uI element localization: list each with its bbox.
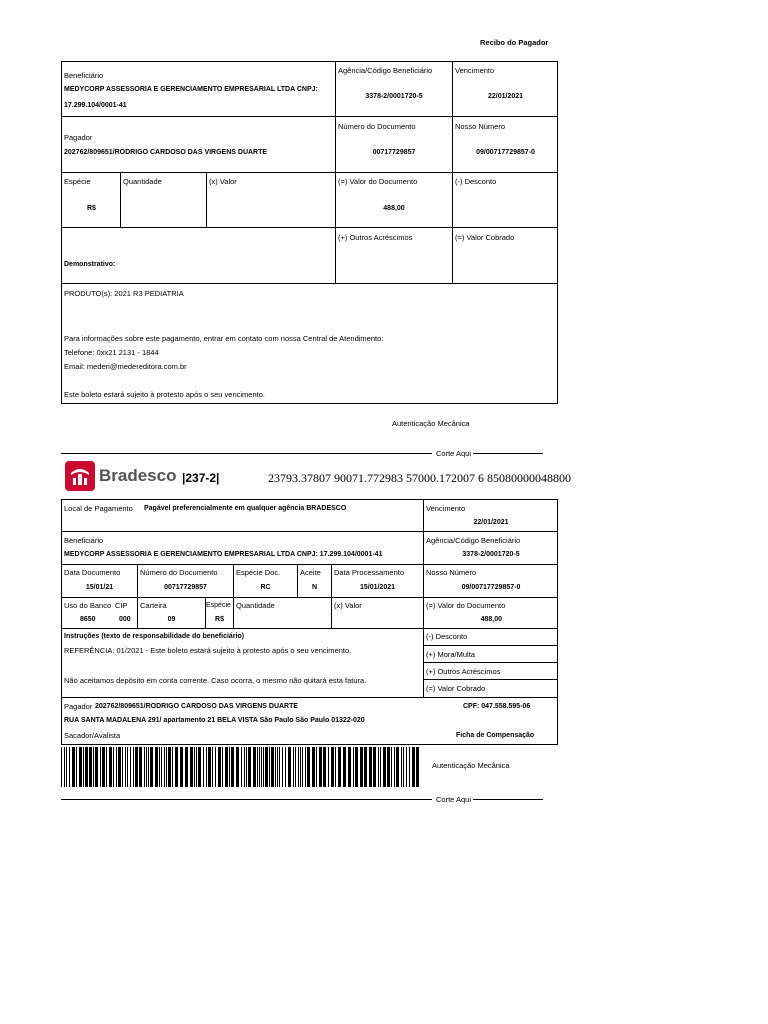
- barcode-bar: [277, 747, 278, 787]
- barcode-bar: [409, 747, 410, 787]
- barcode-bar: [222, 747, 223, 787]
- barcode-bar: [85, 747, 88, 787]
- barcode-bar: [319, 747, 322, 787]
- slip-valor-label: (x) Valor: [334, 601, 362, 610]
- slip-local-value: Pagável preferencialmente em qualquer agência BRADESCO: [144, 505, 347, 512]
- barcode-bar: [394, 747, 395, 787]
- receipt-vencimento-value: 22/01/2021: [487, 93, 524, 100]
- barcode-bar: [328, 747, 329, 787]
- barcode-bar: [236, 747, 239, 787]
- barcode-bar: [168, 747, 171, 787]
- barcode-bar: [95, 747, 98, 787]
- barcode-bar: [69, 747, 70, 787]
- barcode-bar: [225, 747, 228, 787]
- slip-valordoc-label: (=) Valor do Documento: [426, 601, 506, 610]
- barcode-bar: [206, 747, 207, 787]
- barcode-bar: [161, 747, 162, 787]
- slip-dataproc-value: 15/01/2021: [359, 584, 396, 591]
- cut-line-bottom: [61, 799, 432, 800]
- barcode-bar: [401, 747, 402, 787]
- slip-vencimento-label: Vencimento: [426, 504, 466, 513]
- barcode-bar: [175, 747, 178, 787]
- barcode-bar: [380, 747, 381, 787]
- barcode-bar: [146, 747, 147, 787]
- barcode-bar: [307, 747, 310, 787]
- barcode-bar: [133, 747, 134, 787]
- barcode-bar: [312, 747, 315, 787]
- receipt-agencia-value: 3378-2/0001720-5: [365, 93, 423, 100]
- barcode-bar: [208, 747, 211, 787]
- barcode-bar: [259, 747, 260, 787]
- receipt-nossonum-label: Nosso Número: [455, 122, 506, 131]
- slip-aceite-value: N: [311, 584, 318, 591]
- receipt-pagador-label: Pagador: [64, 133, 93, 142]
- slip-cip-value: 000: [119, 616, 131, 623]
- barcode-bar: [166, 747, 167, 787]
- receipt-beneficiario-line1: MEDYCORP ASSESSORIA E GERENCIAMENTO EMPRESARIAL LTDA CNPJ:: [64, 86, 318, 93]
- barcode-bar: [364, 747, 367, 787]
- slip-acrescimos-label: (+) Outros Acréscimos: [426, 667, 501, 676]
- barcode-bar: [72, 747, 75, 787]
- barcode-bar: [302, 747, 303, 787]
- barcode-bar: [118, 747, 121, 787]
- barcode-bar: [387, 747, 390, 787]
- bank-code: |237-2|: [182, 471, 220, 485]
- barcode-bar: [253, 747, 256, 787]
- slip-mora-label: (+) Mora/Multa: [426, 650, 475, 659]
- slip-especie-label: Espécie: [206, 602, 231, 609]
- barcode-bar: [263, 747, 264, 787]
- barcode-bar: [305, 747, 306, 787]
- slip-agencia-value: 3378-2/0001720-5: [462, 551, 520, 558]
- barcode-bar: [229, 747, 230, 787]
- barcode-bar: [127, 747, 128, 787]
- slip-dataproc-label: Data Processamento: [334, 568, 405, 577]
- barcode-bar: [271, 747, 274, 787]
- slip-instr1: REFERÊNCIA: 01/2021 - Este boleto estará sujeito à protesto após o seu vencimento.: [64, 646, 352, 655]
- barcode-bar: [116, 747, 117, 787]
- barcode-bar: [231, 747, 234, 787]
- barcode-bar: [215, 747, 216, 787]
- slip-aceite-label: Aceite: [300, 568, 321, 577]
- slip-pagador-value: 202762/809651/RODRIGO CARDOSO DAS VIRGENS DUARTE: [95, 703, 299, 710]
- slip-endereco: RUA SANTA MADALENA 291/ apartamento 21 BELA VISTA São Paulo São Paulo 01322-020: [64, 717, 365, 724]
- receipt-acrescimos-label: (+) Outros Acréscimos: [338, 233, 413, 242]
- barcode-bar: [348, 747, 351, 787]
- slip-carteira-value: 09: [167, 616, 176, 623]
- barcode-bar: [323, 747, 326, 787]
- bradesco-logo-icon: [65, 461, 95, 491]
- barcode-bar: [261, 747, 262, 787]
- barcode-bar: [196, 747, 197, 787]
- barcode-bar: [295, 747, 296, 787]
- barcode-bar: [102, 747, 105, 787]
- receipt-desconto-label: (-) Desconto: [455, 177, 497, 186]
- slip-especie-value: R$: [215, 616, 224, 623]
- barcode-bar: [76, 747, 77, 787]
- barcode-bar: [180, 747, 183, 787]
- barcode-bar: [64, 747, 65, 787]
- barcode-bar: [265, 747, 268, 787]
- barcode-bar: [300, 747, 301, 787]
- slip-datadoc-value: 15/01/21: [85, 584, 114, 591]
- slip-numdoc-value: 00717729857: [164, 584, 207, 591]
- barcode-bar: [144, 747, 145, 787]
- slip-carteira-label: Carteira: [140, 601, 167, 610]
- slip-quantidade-label: Quantidade: [236, 601, 275, 610]
- receipt-beneficiario-line2: 17.299.104/0001-41: [64, 102, 127, 109]
- slip-ficha: Ficha de Compensação: [456, 732, 535, 739]
- slip-instrucoes-label: Instruções (texto de responsabilidade do beneficiário): [64, 633, 245, 640]
- barcode-bar: [406, 747, 407, 787]
- barcode-bar: [122, 747, 123, 787]
- barcode-bar: [338, 747, 341, 787]
- slip-cobrado-label: (=) Valor Cobrado: [426, 684, 486, 693]
- receipt-quantidade-label: Quantidade: [123, 177, 162, 186]
- barcode-bar: [150, 747, 153, 787]
- receipt-numdoc-label: Número do Documento: [338, 122, 416, 131]
- barcode-bar: [412, 747, 415, 787]
- receipt-valordoc-value: 488,00: [383, 205, 405, 212]
- barcode-bar: [109, 747, 112, 787]
- slip-nossonum-label: Nosso Número: [426, 568, 477, 577]
- receipt-autenticacao: Autenticação Mecânica: [392, 419, 470, 428]
- barcode-bar: [360, 747, 363, 787]
- barcode-bar: [194, 747, 195, 787]
- barcode-bar: [203, 747, 204, 787]
- barcode-bar: [285, 747, 286, 787]
- barcode-bar: [164, 747, 165, 787]
- receipt-produto: PRODUTO(s): 2021 R3 PEDIATRIA: [64, 289, 184, 298]
- barcode-bar: [100, 747, 101, 787]
- barcode-bar: [185, 747, 188, 787]
- slip-beneficiario-label: Beneficiário: [64, 536, 104, 545]
- barcode-bar: [373, 747, 376, 787]
- barcode-bar: [66, 747, 67, 787]
- barcode-bar: [396, 747, 399, 787]
- barcode-bar: [403, 747, 404, 787]
- slip-local-label: Local de Pagamento: [64, 504, 133, 513]
- slip-pagador-label: Pagador: [64, 702, 93, 711]
- barcode-bar: [288, 747, 291, 787]
- barcode-bar: [79, 747, 82, 787]
- receipt-email: Email: mederi@medereditora.com.br: [64, 362, 187, 371]
- cut-label-bottom: Corte Aqui: [436, 795, 472, 804]
- slip-datadoc-label: Data Documento: [64, 568, 121, 577]
- receipt-info-text: Para informações sobre este pagamento, entrar em contato com nossa Central de Atendimento:: [64, 334, 384, 343]
- barcode-bar: [113, 747, 114, 787]
- barcode-bar: [155, 747, 158, 787]
- receipt-valor-label: (x) Valor: [209, 177, 237, 186]
- slip-especiedoc-label: Espécie Doc.: [236, 568, 281, 577]
- slip-usobanco-label: Uso do Banco: [64, 601, 112, 610]
- receipt-beneficiario-label: Beneficiário: [64, 71, 104, 80]
- barcode-bar: [279, 747, 280, 787]
- barcode-bar: [190, 747, 193, 787]
- linha-digitavel: 23793.37807 90071.772983 57000.172007 6 85080000048800: [268, 471, 571, 485]
- barcode-bar: [316, 747, 317, 787]
- receipt-valordoc-label: (=) Valor do Documento: [338, 177, 418, 186]
- slip-instr2: Não aceitamos depósito em conta corrente. Caso ocorra, o mesmo não quitará esta fatura.: [64, 676, 367, 685]
- barcode-bar: [369, 747, 372, 787]
- receipt-protesto: Este boleto estará sujeito à protesto após o seu vencimento.: [64, 390, 265, 399]
- barcode-bar: [83, 747, 84, 787]
- slip-valordoc-value: 488,00: [480, 616, 502, 623]
- cut-label: Corte Aqui: [436, 449, 472, 458]
- barcode-bar: [282, 747, 283, 787]
- barcode-bar: [61, 747, 62, 787]
- barcode-bar: [269, 747, 270, 787]
- barcode-bar: [241, 747, 242, 787]
- barcode-bar: [218, 747, 221, 787]
- slip-nossonum-value: 09/00717729857-0: [461, 584, 521, 591]
- barcode-bar: [139, 747, 142, 787]
- slip-cpf: CPF: 047.558.595-06: [463, 703, 531, 710]
- barcode-bar: [416, 747, 419, 787]
- barcode-bar: [298, 747, 299, 787]
- barcode-bar: [378, 747, 379, 787]
- slip-agencia-label: Agência/Código Beneficiário: [426, 536, 521, 545]
- barcode-bar: [257, 747, 258, 787]
- slip-sacador-label: Sacador/Avalista: [64, 731, 121, 740]
- receipt-cobrado-label: (=) Valor Cobrado: [455, 233, 515, 242]
- barcode-bar: [159, 747, 160, 787]
- barcode-bar: [343, 747, 346, 787]
- barcode-bar: [246, 747, 247, 787]
- cut-line: [61, 453, 432, 454]
- barcode-bar: [248, 747, 251, 787]
- slip-beneficiario-value: MEDYCORP ASSESSORIA E GERENCIAMENTO EMPRESARIAL LTDA CNPJ: 17.299.104/0001-41: [64, 551, 383, 558]
- slip-vencimento-value: 22/01/2021: [473, 519, 509, 526]
- barcode-bar: [391, 747, 392, 787]
- receipt-vencimento-label: Vencimento: [455, 66, 495, 75]
- barcode-bar: [125, 747, 126, 787]
- slip-desconto-label: (-) Desconto: [426, 632, 468, 641]
- bank-name: Bradesco: [99, 466, 177, 485]
- barcode-bar: [212, 747, 213, 787]
- slip-cip-label: CIP: [115, 601, 128, 610]
- receipt-especie-label: Espécie: [64, 177, 91, 186]
- receipt-header: Recibo do Pagador: [480, 38, 549, 47]
- receipt-nossonum-value: 09/00717729857-0: [476, 149, 535, 156]
- slip-autenticacao: Autenticação Mecânica: [432, 761, 510, 770]
- receipt-telefone: Telefone: 0xx21 2131 - 1844: [64, 348, 159, 357]
- barcode-bar: [135, 747, 138, 787]
- barcode-bar: [353, 747, 354, 787]
- slip-numdoc-label: Número do Documento: [140, 568, 218, 577]
- slip-usobanco-value: 8650: [80, 616, 96, 623]
- barcode-bar: [106, 747, 107, 787]
- barcode-bar: [89, 747, 92, 787]
- barcode-bar: [293, 747, 294, 787]
- receipt-numdoc-value: 00717729857: [372, 149, 416, 156]
- receipt-pagador-value: 202762/809651/RODRIGO CARDOSO DAS VIRGENS DUARTE: [64, 149, 268, 156]
- barcode-bar: [198, 747, 201, 787]
- barcode-bar: [335, 747, 336, 787]
- barcode-bar: [244, 747, 245, 787]
- barcode: [61, 747, 419, 787]
- barcode-bar: [130, 747, 131, 787]
- barcode-bar: [355, 747, 358, 787]
- barcode-bar: [331, 747, 334, 787]
- receipt-especie-value: R$: [87, 205, 96, 212]
- barcode-bar: [383, 747, 386, 787]
- barcode-bar: [275, 747, 276, 787]
- barcode-bar: [172, 747, 173, 787]
- slip-especiedoc-value: RC: [260, 584, 271, 591]
- barcode-bar: [148, 747, 149, 787]
- receipt-agencia-label: Agência/Código Beneficiário: [338, 66, 433, 75]
- receipt-demonstrativo-label: Demonstrativo:: [64, 261, 116, 268]
- barcode-bar: [93, 747, 94, 787]
